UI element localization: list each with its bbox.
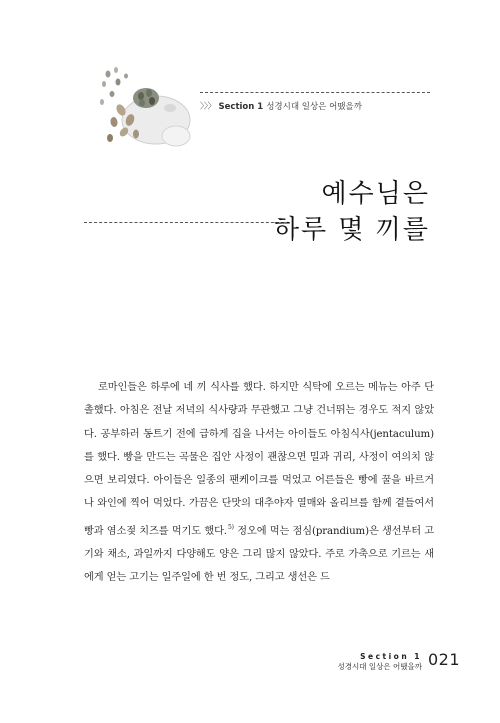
section-divider-line [200,92,430,93]
chevrons-icon: 〉〉〉 [200,102,216,112]
chapter-title-line-2: 하루 몇 끼를 [273,215,430,245]
title-divider-line [84,222,284,223]
body-paragraph [84,376,434,590]
footnote-marker: 5) [227,523,234,531]
section-title: 성경시대 일상은 어땠을까 [266,102,362,112]
footer-section-title: 성경시대 일상은 어땠을까 [337,662,422,671]
body-text-part-2: 정오에 먹는 점심(prandium)은 생선부터 고기와 채소, 과일까지 다양해도 양은 그리 많지 않았다. 주로 가축으로 기르는 새에게 얻는 고기는 일주일에 한 번 정도, 그리고 생선은 드 [84,525,434,584]
chapter-title-line-1: 예수님은 [321,179,430,209]
section-header [200,100,362,112]
chapter-title [274,176,430,248]
body-text-part-1: 로마인들은 하루에 네 끼 식사를 했다. 하지만 식탁에 오르는 메뉴는 아주 단촐했다. 아침은 전날 저녁의 식사량과 무관했고 그냥 건너뛰는 경우도 적지 않았다. 공부하러 동트기 전에 급하게 집을 나서는 아이들도 아침식사(jentaculum)를 했다. 빵을 만드는 곡물은 집안 사정이 괜찮으면 밀과 귀리, 사정이 여의치 않으면 보리였다. 아이들은 일종의 팬케이크를 먹었고 어른들은 빵에 꿀을 바르거나 와인에 찍어 먹었다. 가끔은 단맛의 대추야자 열매와 올리브를 함께 곁들여서 빵과 염소젖 치즈를 먹기도 했다. [84,382,435,537]
footer-section-label: Section 1 [360,652,422,661]
page-number: 021 [428,650,461,669]
section-number: Section 1 [218,102,264,112]
nuts-plate-illustration [96,62,196,150]
